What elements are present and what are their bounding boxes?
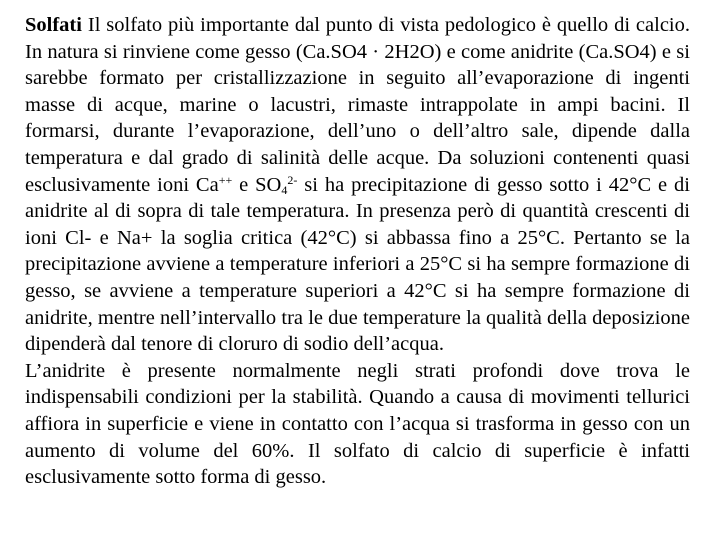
section-heading: Solfati <box>25 14 82 36</box>
paragraph-text: e SO <box>232 173 282 196</box>
paragraph-solfati <box>25 12 690 358</box>
ca-ion-charge: ++ <box>218 172 233 187</box>
paragraph-text: si ha precipitazione di gesso sotto i 42°C e di anidrite al di sopra di tale temperatura. In presenza però di quantità crescenti di ioni Cl- e Na+ la soglia critica (42°C) si abbassa fino a 25°C. Pertanto se la precipitazione avviene a temperature inferiori a 25°C si ha sempre formazione di gesso, se avviene a temperature superiori a 42°C si ha sempre formazione di anidrite, mentre nell’intervallo tra le due temperature la qualità della deposizione dipenderà dal tenore di cloruro di sodio dell’acqua. <box>25 173 690 356</box>
paragraph-text: Il solfato più importante dal punto di vista pedologico è quello di calcio. In natura si rinviene come gesso (Ca.SO4 · 2H2O) e come anidrite (Ca.SO4) e si sarebbe formato per cristallizzazione in seguito all’evaporazione di ingenti masse di acque, marine o lacustri, rimaste intrappolate in ampi bacini. Il formarsi, durante l’evaporazione, dell’uno o dell’altro sale, dipende dalla temperatura e dal grado di salinità delle acque. Da soluzioni contenenti quasi esclusivamente ioni Ca <box>25 14 690 196</box>
so4-subscript: 4 <box>281 182 288 197</box>
document-body <box>25 12 690 491</box>
so4-ion-charge: 2- <box>287 172 298 187</box>
paragraph-anidrite: L’anidrite è presente normalmente negli strati profondi dove trova le indispensabili condizioni per la stabilità. Quando a causa di movimenti tellurici affiora in superficie e viene in contatto con l’acqua si trasforma in gesso con un aumento di volume del 60%. Il solfato di calcio di superficie è infatti esclusivamente sotto forma di gesso. <box>25 359 690 489</box>
